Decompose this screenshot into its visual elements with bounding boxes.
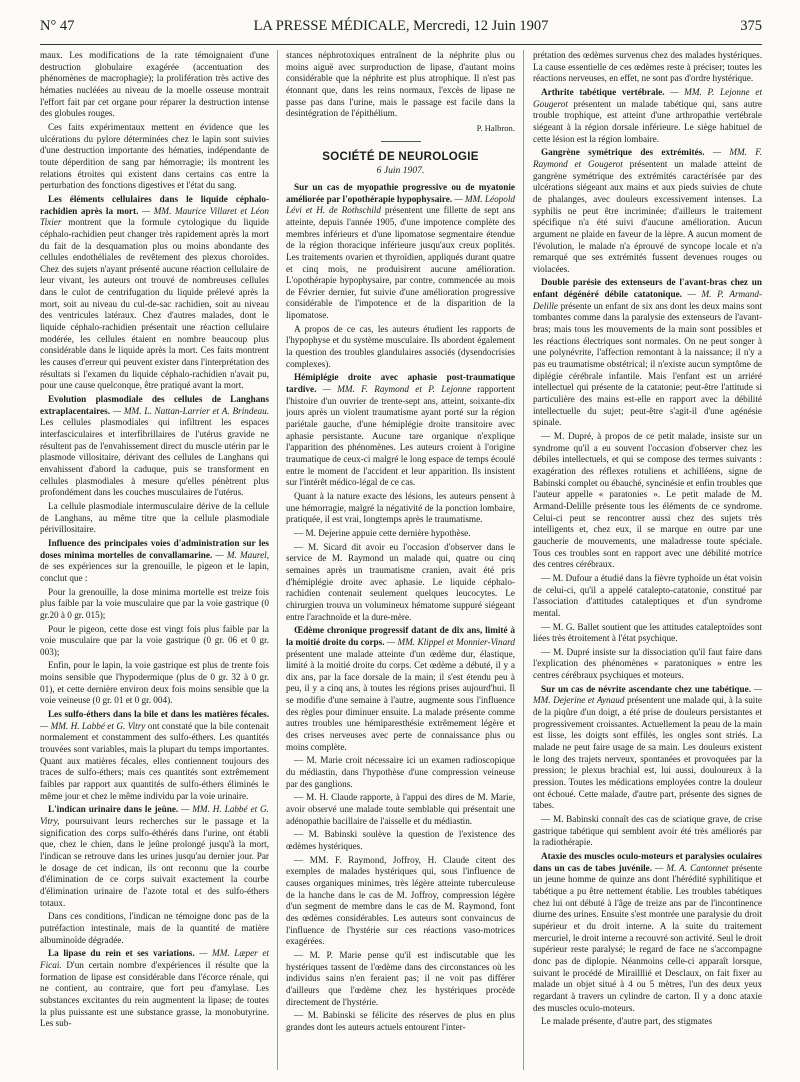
- paragraph: La cellule plasmodiale intermusculaire dérive de la cellule de Langhans, au même titre que la cellule plasmodiale périvillositaire.: [40, 500, 269, 535]
- article-authors: — MM. Læper et Ficai.: [40, 948, 269, 970]
- article-text: poursuivant leurs recherches sur le passage et la signification des corps sulfo-éthérés dans l'urine, ont établi que, chez le chien, dans le jeûne prolongé jusqu'à la mort, l'indican se retrouve dans les urines jusqu'au dernier jour. Par le dosage de cet indican, ils ont reconnu que la courbe d'élimination de ce corps suivait exactement la courbe d'élimination urinaire de l'azote total et des sulfo-éthers totaux.: [40, 816, 269, 908]
- discussion: — M. Dupré, à propos de ce petit malade, insiste sur un syndrome qu'il a eu souvent l'occasion d'observer chez les débiles intellectuels, et qui se compose des termes suivants : exagération des réflexes rotuliens et achilléens, signe de Babinski complet ou ébauché, syncinésie et enfin troubles que l'auteur appelle « paratonies ». Le petit malade de M. Armand-Delille présente tous les éléments de ce syndrome. Celui-ci peut se rencontrer aussi chez des sujets très intelligents et, chez eux, il se marque en outre par une gaucherie de mouvements, une maladresse toute spéciale. Tous ces troubles sont en rapport avec une débilité motrice des centres cérébraux.: [533, 431, 762, 570]
- article-text: présentent une fillette de sept ans atteinte, depuis l'année 1905, d'une impotence complète des membres inférieurs et d'une lipomatose segmentaire étendue de la région thoracique inférieure jusqu'aux creux poplités. Les traitements ovarien et thyroïdien, appliqués durant quatre et cinq mois, ne produisirent aucune amélioration. L'opothérapie hypophysaire, par contre, commencée au mois de Février dernier, fut suivie d'une amélioration progressive considérable de l'impotence et de la disparition de la lipomatose.: [286, 205, 515, 321]
- article-text: ont constaté que la bile contenait normalement et constamment des sulfo-éthers. Les quantités trouvées sont variables, mais la plupart du temps importantes. Quant aux matières fécales, elles contiennent toujours des traces de sulfo-éthers; mais ces quantités sont extrêmement faibles par rapport aux quantités de sulfo-éthers éliminés le même jour et chez le même individu par la voie urinaire.: [40, 720, 269, 801]
- article-title: Gangrène symétrique des extrémités.: [541, 147, 705, 158]
- article-text: Les cellules plasmodiales qui infiltrent les espaces interfasciculaires et interfibrillaires de l'utérus gravide ne résultent pas de l'envahissement direct du muscle utérin par le plasmode villositaire, dérivant des cellules de Langhans qui envahissent d'abord la caduque, puis se transforment en cellules plasmodiales à mesure qu'elles pénètrent plus profondément dans les couches musculaires de l'utérus.: [40, 417, 269, 498]
- article: [40, 194, 269, 392]
- column-divider: [523, 50, 524, 1070]
- article-title: Sur un cas de névrite ascendante chez une tabétique.: [541, 683, 752, 694]
- article: [286, 372, 515, 489]
- discussion: — M. Dufour a étudié dans la fièvre typhoïde un état voisin de celui-ci, qu'il a appelé catalepto-catatonie, constitué par l'association d'attitudes cataleptiques et d'un syndrome mental.: [533, 572, 762, 618]
- article-title: Evolution plasmodiale des cellules de Langhans extraplacentaires.: [40, 394, 269, 416]
- article: [40, 538, 269, 585]
- discussion: — M. Dejerine appuie cette dernière hypothèse.: [294, 527, 471, 538]
- section-heading: SOCIÉTÉ DE NEUROLOGIE: [322, 150, 479, 163]
- discussion: — M. P. Marie pense qu'il est indiscutable que les hystériques tassent de l'œdème dans des circonstances où les individus sains n'en feraient pas; il ne voit pas différer d'ailleurs que l'œdème chez les hystériques procède directement de l'hystérie.: [286, 949, 515, 1007]
- discussion: — M. Marie croit nécessaire ici un examen radioscopique du médiastin, dans l'hypothèse d'une compression veineuse par des ganglions.: [286, 755, 515, 789]
- article-title: Arthrite tabétique vertébrale.: [541, 86, 665, 97]
- article-authors: — MM. H. Labbé et G. Vitry,: [40, 804, 269, 826]
- paragraph: stances néphrotoxiques entraînent de la néphrite plus ou moins aiguë avec surproduction de lipase, d'autant moins considérable que la néphrite est plus atrophique. Il n'est pas étonnant que, dans les reins normaux, l'excès de lipase ne passe pas dans l'urine, mais le passage est facile dans la desintégration de l'épithélium.: [286, 50, 515, 119]
- discussion: — M. Babinski connaît des cas de sciatique grave, de crise gastrique tabétique qui semblent avoir été très améliorés par la radiothérapie.: [533, 814, 762, 848]
- article-text: présente un jeune homme de quinze ans dont l'hérédité syphilitique et tabétique a pu être nettement établie. Les troubles tabétiques chez lui ont débuté à l'âge de treize ans par de l'incontinence diurne des urines. Ensuite s'est montrée une paralysie du droit supérieur et du droit interne. A la suite du traitement mercuriel, le droit interne a recouvré son activité. Seul le droit supérieur reste paralysé; le regard de face ne s'accompagne donc pas de diplopie. Néanmoins celle-ci apparaît lorsque, suivant le procédé de Mirailllié et Desclaux, on fait fixer au malade un objet situé à 4 ou 5 mètres, l'un des deux yeux regardant à travers un cylindre de carton. Il y a donc ataxie des muscles oculo-moteurs.: [533, 862, 762, 1013]
- article-title: La lipase du rein et ses variations.: [48, 948, 195, 959]
- article-text: D'un certain nombre d'expériences il résulte que la formation de lipase est considérable dans l'écorce rénale, qui ne contient, au contraire, que fort peu d'amylase. Les substances excitantes du rein augmentent la lipase; de toutes la plus puissante est une substance grasse, la monobutyrine. Les sub-: [40, 959, 269, 1029]
- article-text: présentent une malade qui, à la suite de la piqûre d'un doigt, a été prise de douleurs persistantes et progressivement croissantes. Actuellement la peau de la main est lisse, les doigts sont effilés, les ongles sont striés. La malade ne peut faire usage de sa main. Les douleurs existent le long des trajets nerveux, spontanées et provoquées par la pression; le plexus brachial est, lui aussi, douloureux à la pression. Toutes les médications employées contre la douleur ont échoué. Cette malade, d'autre part, présente des signes de tabes.: [533, 695, 762, 811]
- article: [286, 182, 515, 322]
- column-1: [40, 50, 269, 1074]
- article-text: présente un enfant de six ans dont les deux mains sont tombantes comme dans la paralysie des extenseurs de l'avant-bras; mais tous les mouvements de la main sont possibles et les réactions électriques sont normales. On ne peut songer à une polynévrite, l'affection remontant à la naissance; il n'y a pas eu traumatisme obstétrical; il n'existe aucun symptôme de diplégie cérébrale infantile. Mais l'enfant est un arriéré intellectuel qui présente de la catatonie; peut-être l'attitude si particulière des mains est-elle en rapport avec la débilité intellectuelle du sujet; peut-être s'agit-il d'une agénésie spinale.: [533, 300, 762, 428]
- article-title: L'indican urinaire dans le jeûne.: [48, 804, 179, 815]
- article-text: présentent un malade tabétique qui, sans autre trouble trophique, est atteint d'une arthropathie vertébrale siégeant à la région dorsale inférieure. Le siège habituel de cette lésion est la région lombaire.: [533, 98, 762, 144]
- article-text: présentent une malade atteinte d'un œdème dur, élastique, limité à la moitié droite du corps. Cet œdème a débuté, il y a dix ans, par la face dorsale de la main; il s'est étendu peu à peu, il y a cinq ans, à toutes les régions prises aujourd'hui. Il se modifie d'une semaine à l'autre, augmente sous l'influence des règles pour diminuer ensuite. La malade présente comme autres troubles une hémiparesthésie extrêmement légère et des crises nerveuses avec perte de connaissance plus ou moins complète.: [286, 648, 515, 752]
- article-title: Sur un cas de myopathie progressive ou de myatonie améliorée par l'opothérapie hypophysaire.: [286, 181, 515, 204]
- article-authors: — MM. F. Raymond et P. Lejonne: [322, 384, 471, 395]
- column-2: [286, 50, 515, 1074]
- issue-number: N° 47: [40, 18, 75, 34]
- article-authors: — M. Maurel,: [215, 549, 269, 560]
- article: [40, 804, 269, 909]
- article-title: Œdème chronique progressif datant de dix ans, limité à la moitié droite du corps.: [286, 625, 515, 647]
- article-authors: — MM. Léopold Lévi et H. de Rothschild: [286, 193, 515, 216]
- running-header: [40, 18, 762, 40]
- paragraph: Quant à la nature exacte des lésions, les auteurs pensent à une hémorragie, malgré la négativité de la ponction lombaire, pratiquée, il est vrai, longtemps après le traumatisme.: [286, 490, 515, 525]
- article-authors: — MM. P. Lejonne et Gougerot: [533, 86, 762, 109]
- section-date: 6 Juin 1907.: [376, 165, 425, 177]
- article-text: montrent que la formule cytologique du liquide céphalo-rachidien peut changer très rapidement après la mort du fait de la desquamation plus ou moins abondante des cellules endothéliales de revêtement des plexus choroïdes. Chez des sujets n'ayant présenté aucune réaction cellulaire de leur vivant, les auteurs ont trouvé de nombreuses cellules dans le culot de centrifugation du liquide prélevé après la mort, soit au niveau du cul-de-sac rachidien, soit au niveau des ventricules latéraux. Chez d'autres malades, dont le liquide céphalo-rachidien présentait une réaction cellulaire modérée, les cellules étaient en nombre beaucoup plus considérable dans le liquide après la mort. Ces faits montrent les causes d'erreur qui peuvent exister dans l'interprétation des résultats si l'examen du liquide céphalo-rachidien n'avait pu, pour une cause quelconque, être pratiqué avant la mort.: [40, 217, 269, 391]
- discussion: — MM. F. Raymond, Joffroy, H. Claude citent des exemples de malades hystériques qui, sous l'influence de causes organiques minimes, très légère atteinte tuberculeuse de la hanche dans le cas de M. Joffroy, compression légère d'un segment de membre dans le cas de M. Raymond, font des œdèmes considérables. Les auteurs sont convaincus de l'influence de l'hystérie sur ces réactions vaso-motrices exagérées.: [286, 854, 515, 947]
- article: [533, 684, 762, 812]
- article-authors: — MM. Maurice Villaret et Léon Tixier: [40, 205, 269, 228]
- paragraph: maux. Les modifications de la rate témoignaient d'une destruction globulaire exagérée (accentuation des phénomènes de macrophagie); la prolifération très active des hématies nucléées au niveau de la moelle osseuse montrait l'effort fait par cet organe pour réparer la destruction intense des globules rouges.: [40, 50, 269, 119]
- article-text: de ses expériences sur la grenouille, le pigeon et le lapin, conclut que :: [40, 561, 269, 583]
- discussion: — M. H. Claude rapporte, à l'appui des dires de M. Marie, avoir observé une malade toute semblable qui présentait une adénopathie bacillaire de l'aisselle et du médiastin.: [286, 792, 515, 826]
- discussion: — M. Babinski se félicite des réserves de plus en plus grandes dont les auteurs actuels entourent l'inter-: [286, 1010, 515, 1032]
- article-text: présentent un malade atteint de gangrène symétrique des extrémités caractérisée par des ulcérations siégeant aux mains et aux pieds suivies de chute de phalanges, avec douleurs excessivement intenses. La syphilis ne peut être incriminée; d'ailleurs le traitement spécifique n'a été suivi d'aucune amélioration. Aucun argument ne plaide en faveur de la lèpre. A aucun moment de l'évolution, le malade n'a éprouvé de syncope locale et n'a remarqué que ses extrémités fussent devenues rouges ou violacées.: [533, 158, 762, 274]
- article: [40, 394, 269, 499]
- article: [533, 851, 762, 1014]
- paragraph: prétation des œdèmes survenus chez des malades hystériques. La cause essentielle de ces œdèmes reste à préciser; toutes les réactions nerveuses, en effet, ne sont pas d'ordre hystérique.: [533, 50, 762, 84]
- article-authors: — M. A. Cantonnet: [655, 862, 729, 873]
- article: [533, 147, 762, 275]
- article-authors: — MM. H. Labbé et G. Vitry: [40, 720, 146, 731]
- page-number: 375: [740, 18, 762, 34]
- article: [286, 625, 515, 753]
- paragraph: Dans ces conditions, l'indican ne témoigne donc pas de la putréfaction intestinale, mais de la quantité de matière albuminoïde dégradée.: [40, 911, 269, 945]
- article-text: rapportent l'histoire d'un ouvrier de trente-sept ans, atteint, soixante-dix jours après un violent traumatisme ayant porté sur la région pariétale gauche, d'une hémiplégie droite transitoire avec aphasie persistante. Aucune tare organique n'explique l'apparition des phénomènes. Les auteurs croient à l'origine traumatique de ceux-ci malgré le long espace de temps écoulé entre le moment de l'accident et leur apparition. Ils insistent sur l'intérêt médico-légal de ce cas.: [286, 384, 515, 488]
- article-title: Les éléments cellulaires dans le liquide céphalo-rachidien après la mort.: [40, 193, 269, 216]
- paragraph: Enfin, pour le lapin, la voie gastrique est plus de trente fois moins sensible que l'hypodermique (plus de 0 gr. 32 à 0 gr. 01), et cette dernière environ deux fois moins sensible que la voie veineuse (0 gr. 01 et 0 gr. 004).: [40, 660, 269, 706]
- article-authors: — MM. Dejerine et Aynaud: [533, 683, 762, 706]
- article-title: Influence des principales voies d'administration sur les doses minima mortelles de convallamarine.: [40, 537, 269, 560]
- article-authors: — MM. Klippel et Monnier-Vinard: [386, 636, 515, 647]
- article-authors: — MM. L. Nattan-Larrier et A. Brindeau.: [112, 405, 269, 416]
- paragraph: Pour le pigeon, cette dose est vingt fois plus faible par la voie musculaire que par la voie gastrique (0 gr. 06 et 0 gr. 003);: [40, 623, 269, 657]
- article: [40, 948, 269, 1030]
- paragraph: Le malade présente, d'autre part, des stigmates: [541, 1016, 713, 1027]
- discussion: — M. Sicard dit avoir eu l'occasion d'observer dans le service de M. Raymond un malade qui, quatre ou cinq semaines après un traumatisme cranien, avait été pris d'hémiplégie droite avec aphasie. Le liquide céphalo-rachidien contenait seulement quelques leucocytes. Le chirurgien trouva un volumineux hématome suppuré siégeant entre l'arachnoïde et la dure-mère.: [286, 541, 515, 622]
- article-title: Les sulfo-éthers dans la bile et dans les matières fécales.: [48, 709, 269, 720]
- discussion: — M. Dupré insiste sur la dissociation qu'il faut faire dans l'explication des phénomènes « paratoniques » entre les centres cérébraux psychiques et moteurs.: [533, 646, 762, 681]
- separator: [381, 141, 421, 142]
- article: [533, 277, 762, 429]
- discussion: — M. Babinski soulève la question de l'existence des œdèmes hystériques.: [286, 829, 515, 851]
- article: [533, 87, 762, 145]
- journal-title: LA PRESSE MÉDICALE, Mercredi, 12 Juin 1907: [253, 18, 549, 34]
- signature: P. Halbron.: [476, 122, 515, 133]
- paragraph: Ces faits expérimentaux mettent en évidence que les ulcérations du pylore déterminées chez le lapin sont suivies d'une destruction importante des hématies, indépendante de toute déperdition de sang par hémorragie; ils montrent les relations étroites qui existent dans certains cas entre la perturbation des fonctions digestives et l'état du sang.: [40, 121, 269, 191]
- article-title: Hémiplégie droite avec aphasie post-traumatique tardive.: [286, 372, 515, 395]
- paragraph: Pour la grenouille, la dose minima mortelle est treize fois plus faible par la voie musculaire que par la voie gastrique (0 gr.20 à 0 gr. 015);: [40, 586, 269, 620]
- article-authors: — M. P. Armand-Delille: [533, 289, 762, 311]
- article-authors: — MM. F. Raymond et Gougerot: [533, 147, 762, 169]
- article-title: Ataxie des muscles oculo-moteurs et paralysies oculaires dans un cas de tabes juvénile.: [533, 850, 762, 873]
- column-3: [533, 50, 762, 1074]
- paragraph: A propos de ce cas, les auteurs étudient les rapports de l'hypophyse et du système musculaire. Ils abordent également la question des troubles glandulaires associés (dysendocrisies complexes).: [286, 323, 515, 369]
- article: [40, 709, 269, 802]
- discussion: — M. G. Ballet soutient que les attitudes cataleptoïdes sont liées très étroitement à l'état psychique.: [533, 621, 762, 644]
- column-divider: [277, 50, 278, 1070]
- header-rule: [40, 44, 762, 45]
- article-title: Double parésie des extenseurs de l'avant-bras chez un enfant dégénéré débile catatonique.: [533, 277, 762, 300]
